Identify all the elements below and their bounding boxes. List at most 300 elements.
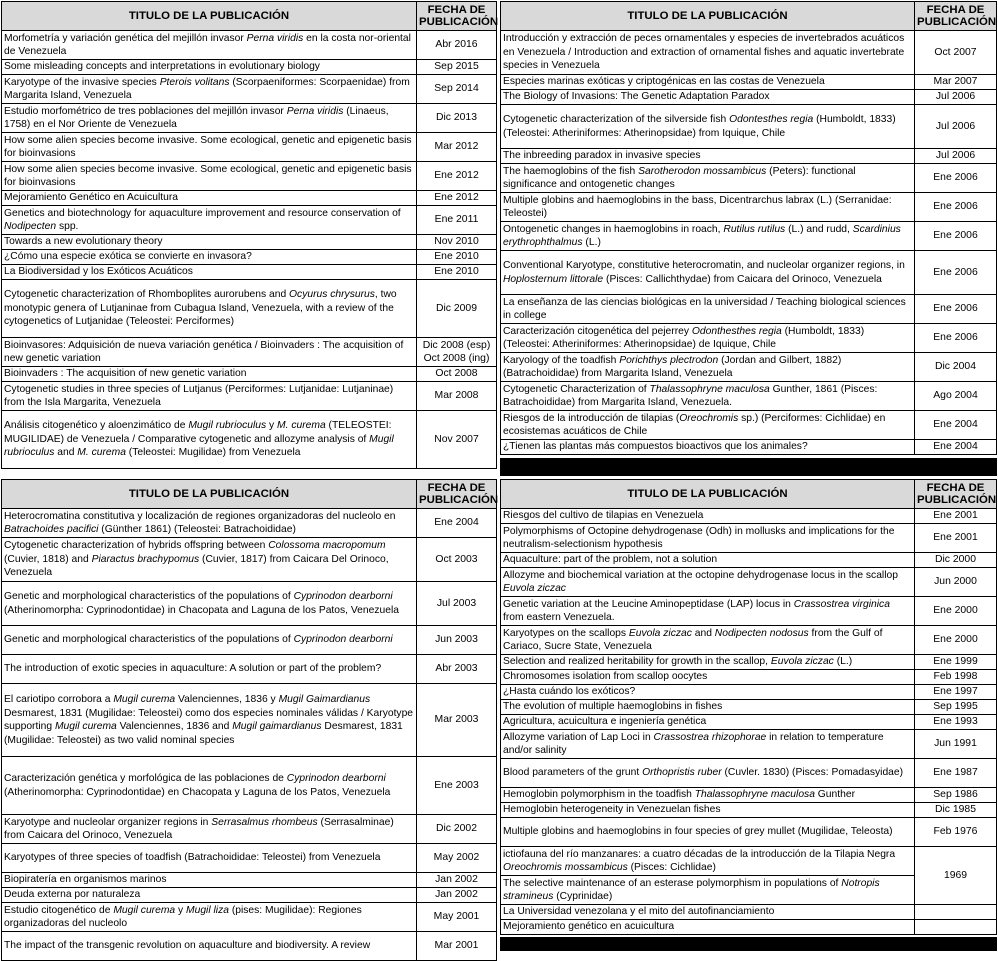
publications-panel-top-right bbox=[500, 1, 997, 455]
publication-title bbox=[2, 250, 417, 265]
species-name: Orthopristis ruber bbox=[642, 767, 722, 779]
publication-date: Ene 2012 bbox=[417, 162, 497, 191]
species-name: Nodipecten bbox=[4, 221, 57, 232]
species-name: Piaractus brachypomus bbox=[91, 553, 200, 565]
table-row bbox=[2, 382, 497, 411]
table-row bbox=[501, 847, 997, 876]
column-header-date: FECHA DE PUBLICACIÓN bbox=[915, 480, 997, 509]
title-text: (Atherinomorpha: Cyprinodontidae) in Chacopata and Laguna de los Patos, Venezuela bbox=[4, 604, 399, 616]
publication-date: Ene 2000 bbox=[915, 626, 997, 655]
title-text: Gunther, 1861 (Pisces: Batrachoididae) from Margarita Island, Venezuela. bbox=[503, 383, 878, 408]
title-text: ¿Hasta cuándo los exóticos? bbox=[503, 686, 636, 698]
title-text: in relation to temperature and/or salinity bbox=[503, 731, 884, 756]
publication-date: Mar 2007 bbox=[915, 75, 997, 90]
title-text: Allozyme and biochemical variation at the octopine dehydrogenase locus in the scallop bbox=[503, 569, 898, 581]
publications-panel-top-left bbox=[1, 1, 497, 469]
species-name: Porichthys plectrodon bbox=[619, 354, 719, 366]
table-row bbox=[2, 280, 497, 338]
column-header-title: TITULO DE LA PUBLICACIÓN bbox=[2, 2, 417, 31]
publication-title bbox=[2, 191, 417, 206]
title-text: Polymorphisms of Octopine dehydrogenase (Odh) in mollusks and implications for the neutralism-selectionism hypothesis bbox=[503, 525, 895, 550]
publication-date-line: Oct 2008 (ing) bbox=[423, 353, 490, 364]
species-name: Perna viridis bbox=[286, 105, 344, 117]
title-text: The haemoglobins of the fish bbox=[503, 165, 639, 177]
title-text: Introducción y extracción de peces ornamentales y especies de invertebrados acuáticos en Venezuela / Introduction and extraction of ornamental fishes and aquatic invertebrate species in Venezuela bbox=[503, 33, 905, 72]
table-row bbox=[2, 338, 497, 367]
publication-date: Ene 2006 bbox=[915, 295, 997, 324]
title-text: El cariotipo corrobora a bbox=[4, 694, 114, 705]
table-header-row bbox=[2, 480, 497, 509]
title-text: Agricultura, acuicultura e ingeniería genética bbox=[503, 716, 707, 728]
species-name: Nodipecten nodosus bbox=[714, 627, 809, 639]
title-text: (Humboldt, 1833) (Teleostei: Atheriniformes: Atherinopsidae) de Iquique, Chile bbox=[503, 325, 865, 350]
publication-date bbox=[417, 338, 497, 367]
species-name: Rutilus rutilus bbox=[723, 223, 786, 235]
species-name: Colossoma macropomum bbox=[268, 540, 386, 552]
publication-date: Ene 2006 bbox=[915, 324, 997, 353]
title-text: sp.) (Perciformes: Cichlidae) en ecosistemas acuáticos de Chile bbox=[503, 412, 886, 437]
table-row bbox=[2, 133, 497, 162]
table-row bbox=[501, 251, 997, 295]
publication-date: 1969 bbox=[915, 847, 997, 905]
table-row bbox=[2, 235, 497, 250]
publication-title bbox=[501, 382, 915, 411]
title-text: and bbox=[54, 447, 78, 459]
table-row bbox=[2, 104, 497, 133]
title-text: from eastern Venezuela. bbox=[503, 612, 615, 623]
title-text: The inbreeding paradox in invasive species bbox=[503, 150, 701, 162]
table-row bbox=[2, 411, 497, 469]
title-text: Selection and realized heritability for growth in the scallop, bbox=[503, 656, 771, 668]
title-text: (Humboldt, 1833) (Teleostei: Atheriniformes: Atherinopsidae) from Iquique, Chile bbox=[503, 114, 896, 139]
title-text: ¿Tienen las plantas más compuestos bioactivos que los animales? bbox=[503, 441, 808, 453]
publication-title bbox=[501, 149, 915, 164]
column-header-date: FECHA DE PUBLICACIÓN bbox=[915, 2, 997, 31]
publication-title bbox=[501, 670, 915, 685]
table-row bbox=[501, 759, 997, 788]
publication-title bbox=[2, 31, 417, 60]
publication-date: Oct 2008 bbox=[417, 367, 497, 382]
species-name: Thalassophryne maculosa bbox=[694, 789, 815, 801]
title-text: Gunther bbox=[814, 789, 856, 801]
publication-date: Feb 1976 bbox=[915, 818, 997, 847]
table-row bbox=[501, 509, 997, 524]
publication-title bbox=[501, 553, 915, 568]
species-name: Euvola ziczac bbox=[770, 656, 834, 668]
publication-title bbox=[501, 568, 915, 597]
species-name: Mugil gaimardianus bbox=[232, 721, 322, 732]
title-text: Riesgos del cultivo de tilapias en Venezuela bbox=[503, 510, 704, 522]
publication-title bbox=[501, 685, 915, 700]
publication-title bbox=[2, 280, 417, 338]
title-text: Towards a new evolutionary theory bbox=[4, 236, 163, 248]
publication-date: Jun 1991 bbox=[915, 730, 997, 759]
table-row bbox=[501, 149, 997, 164]
publication-title bbox=[2, 60, 417, 75]
table-row bbox=[501, 818, 997, 847]
table-row bbox=[2, 888, 497, 903]
species-name: Mugil Gaimardianus bbox=[278, 694, 371, 705]
title-text: Cytogenetic studies in three species of Lutjanus (Perciformes: Lutjanidae: Lutjaninae) from the Isla Margarita, Venezuela bbox=[4, 383, 394, 408]
title-text: and bbox=[691, 627, 715, 639]
publication-date: Nov 2010 bbox=[417, 235, 497, 250]
title-text: Karyotypes on the scallops bbox=[503, 627, 629, 639]
title-text: La Biodiversidad y los Exóticos Acuáticos bbox=[4, 266, 193, 278]
table-row bbox=[2, 206, 497, 235]
publication-title bbox=[501, 655, 915, 670]
table-row bbox=[2, 655, 497, 684]
publication-title bbox=[501, 730, 915, 759]
table-row bbox=[2, 815, 497, 844]
title-text: La Universidad venezolana y el mito del autofinanciamiento bbox=[503, 906, 775, 918]
title-text: Heterocromatina constitutiva y localización de regiones organizadoras del nucleolo en bbox=[4, 510, 396, 522]
publications-table bbox=[1, 1, 497, 469]
species-name: Oreochromis mossambicus bbox=[503, 862, 628, 873]
title-text: Genetic and morphological characteristics of the populations of bbox=[4, 591, 294, 602]
publication-date: Ene 1999 bbox=[915, 655, 997, 670]
title-text: (Jordan and Gilbert, 1882) (Batrachoididae) from Margarita Island, Venezuela bbox=[503, 354, 842, 379]
table-row bbox=[501, 905, 997, 920]
table-row bbox=[501, 193, 997, 222]
table-row bbox=[501, 353, 997, 382]
table-row bbox=[2, 75, 497, 104]
title-text: Cytogenetic Characterization of bbox=[503, 383, 650, 395]
title-text: Especies marinas exóticas y criptogénicas en las costas de Venezuela bbox=[503, 76, 825, 88]
publication-date: Dic 2009 bbox=[417, 280, 497, 338]
title-text: Biopiratería en organismos marinos bbox=[4, 874, 167, 886]
title-text: Karyotypes of three species of toadfish (Batrachoididae: Teleostei) from Venezuela bbox=[4, 852, 381, 864]
title-text: Mejoramiento Genético en Acuicultura bbox=[4, 192, 178, 204]
table-row bbox=[2, 162, 497, 191]
table-row bbox=[501, 90, 997, 105]
table-row bbox=[2, 684, 497, 757]
title-text: The introduction of exotic species in aquaculture: A solution or part of the problem? bbox=[4, 663, 382, 675]
publication-date: Ene 2004 bbox=[915, 411, 997, 440]
title-text: Cytogenetic characterization of the silverside fish bbox=[503, 114, 730, 125]
table-row bbox=[501, 803, 997, 818]
table-row bbox=[501, 700, 997, 715]
publication-date: Ene 1997 bbox=[915, 685, 997, 700]
publication-date-line: Dic 2008 (esp) bbox=[422, 339, 491, 351]
publication-date: Ene 2006 bbox=[915, 222, 997, 251]
publication-title bbox=[501, 509, 915, 524]
title-text: Desmarest, 1831 (Mugilidae: Teleostei) como dos especies nominales válidas / Karyotype supporting bbox=[4, 707, 414, 732]
title-text: (Peters): functional significance and ontogenetic changes bbox=[503, 165, 856, 190]
table-row bbox=[501, 382, 997, 411]
title-text: Multiple globins and haemoglobins in four species of grey mullet (Mugilidae, Teleosta) bbox=[503, 826, 893, 838]
species-name: Batrachoides pacifici bbox=[4, 524, 99, 535]
publication-date: Jul 2006 bbox=[915, 149, 997, 164]
table-row bbox=[501, 715, 997, 730]
title-text: How some alien species become invasive. Some ecological, genetic and epigenetic basis for bioinvasions bbox=[4, 134, 412, 159]
publications-panel-bottom-left bbox=[1, 479, 497, 961]
publication-title bbox=[2, 133, 417, 162]
publication-date: Ene 2001 bbox=[915, 524, 997, 553]
publication-title bbox=[2, 684, 417, 757]
species-name: Crassostrea virginica bbox=[793, 598, 890, 610]
publication-date: Dic 2013 bbox=[417, 104, 497, 133]
publication-date: Sep 2014 bbox=[417, 75, 497, 104]
title-text: (Pisces: Callichthydae) from Caicara del Orinoco, Venezuela bbox=[603, 273, 882, 285]
table-row bbox=[501, 685, 997, 700]
title-text: Allozyme variation of Lap Loci in bbox=[503, 731, 654, 743]
publication-title bbox=[2, 509, 417, 538]
species-name: Mugil rubrioculus bbox=[188, 420, 267, 432]
publication-title bbox=[501, 524, 915, 553]
table-row bbox=[2, 250, 497, 265]
table-row bbox=[501, 597, 997, 626]
species-name: Ocyurus chrysurus bbox=[289, 289, 375, 301]
publication-date bbox=[915, 905, 997, 920]
table-row bbox=[2, 367, 497, 382]
table-row bbox=[2, 903, 497, 932]
publication-date bbox=[915, 920, 997, 935]
title-text: Hemoglobin polymorphism in the toadfish bbox=[503, 789, 695, 801]
species-name: Mugil rubrioculus bbox=[4, 433, 394, 459]
title-text: Multiple globins and haemoglobins in the bass, Dicentrarchus labrax (L.) (Serranidae: Teleostei) bbox=[503, 194, 892, 219]
title-text: (L.) bbox=[833, 656, 853, 668]
publication-date: Ene 1987 bbox=[915, 759, 997, 788]
species-name: Scardinius erythrophthalmus bbox=[503, 223, 901, 248]
publication-date: Abr 2016 bbox=[417, 31, 497, 60]
publication-title bbox=[501, 295, 915, 324]
publication-date: Ene 2012 bbox=[417, 191, 497, 206]
table-row bbox=[501, 324, 997, 353]
publication-date: Dic 2004 bbox=[915, 353, 997, 382]
publication-title bbox=[501, 876, 915, 905]
table-row bbox=[2, 509, 497, 538]
publication-date: Ago 2004 bbox=[915, 382, 997, 411]
publication-title bbox=[501, 75, 915, 90]
table-row bbox=[501, 105, 997, 149]
species-name: Mugil curema bbox=[113, 694, 176, 705]
species-name: Cyprinodon dearborni bbox=[286, 773, 386, 784]
species-name: Euvola ziczac bbox=[628, 627, 692, 639]
publication-date: Jun 2000 bbox=[915, 568, 997, 597]
species-name: Pterois volitans bbox=[159, 76, 230, 88]
publication-title bbox=[2, 338, 417, 367]
publication-date: Mar 2012 bbox=[417, 133, 497, 162]
table-row bbox=[501, 553, 997, 568]
table-row bbox=[2, 932, 497, 961]
title-text: Caracterización genética y morfológica de las poblaciones de bbox=[4, 773, 287, 784]
title-text: Genetics and biotechnology for aquaculture improvement and resource conservation of bbox=[4, 207, 401, 219]
title-text: Estudio morfométrico de tres poblaciones del mejillón invasor bbox=[4, 105, 287, 117]
title-text: Aquaculture: part of the problem, not a solution bbox=[503, 554, 718, 566]
publication-date: Feb 1998 bbox=[915, 670, 997, 685]
title-text: y bbox=[266, 420, 278, 432]
column-header-date: FECHA DE PUBLICACIÓN bbox=[417, 2, 497, 31]
publication-title bbox=[2, 235, 417, 250]
publication-date: Ene 2006 bbox=[915, 164, 997, 193]
publication-title bbox=[2, 162, 417, 191]
publication-title bbox=[501, 193, 915, 222]
publication-date: Ene 2004 bbox=[417, 509, 497, 538]
title-text: ictiofauna del río manzanares: a cuatro décadas de la introducción de la Tilapia Negra bbox=[503, 848, 896, 860]
table-row bbox=[501, 670, 997, 685]
table-row bbox=[501, 295, 997, 324]
table-row bbox=[501, 920, 997, 935]
publication-title bbox=[2, 844, 417, 873]
publication-date: May 2001 bbox=[417, 903, 497, 932]
title-text: y bbox=[175, 904, 187, 916]
publication-date: Sep 1986 bbox=[915, 788, 997, 803]
table-row bbox=[501, 75, 997, 90]
title-text: Bioinvasores: Adquisición de nueva variación genética / Bioinvaders : The acquisition of new genetic variation bbox=[4, 339, 404, 364]
publication-title bbox=[501, 31, 915, 75]
table-header-row bbox=[501, 2, 997, 31]
title-text: (Teleostei: Mugilidae) from Venezuela bbox=[125, 447, 301, 459]
title-text: Genetic variation at the Leucine Aminopeptidase (LAP) locus in bbox=[503, 598, 794, 610]
title-text: The evolution of multiple haemoglobins in fishes bbox=[503, 701, 723, 713]
publications-table bbox=[500, 1, 997, 455]
table-row bbox=[2, 757, 497, 815]
table-row bbox=[2, 31, 497, 60]
title-text: Estudio citogenético de bbox=[4, 904, 114, 916]
table-row bbox=[2, 191, 497, 206]
publication-title bbox=[2, 626, 417, 655]
publication-title bbox=[501, 353, 915, 382]
title-text: (Serrasalminae) from Caicara del Orinoco, Venezuela bbox=[4, 816, 394, 841]
publication-date: Ene 2003 bbox=[417, 757, 497, 815]
publication-title bbox=[2, 411, 417, 469]
publications-table bbox=[500, 479, 997, 935]
publication-date: Dic 2002 bbox=[417, 815, 497, 844]
title-text: ¿Cómo una especie exótica se convierte en invasora? bbox=[4, 251, 252, 263]
species-name: Hoplosternum littorale bbox=[503, 273, 604, 285]
title-text: Caracterización citogenética del pejerrey bbox=[503, 325, 692, 337]
column-header-title: TITULO DE LA PUBLICACIÓN bbox=[501, 480, 915, 509]
publication-title bbox=[501, 90, 915, 105]
publication-date: Oct 2007 bbox=[915, 31, 997, 75]
publication-title bbox=[2, 888, 417, 903]
species-name: Oreochromis bbox=[679, 412, 739, 424]
title-text: (Pisces: Cichlidae) bbox=[627, 862, 716, 873]
title-text: (L.) bbox=[582, 237, 601, 248]
publication-title bbox=[501, 440, 915, 455]
table-header-row bbox=[2, 2, 497, 31]
table-row bbox=[2, 60, 497, 75]
title-text: (L.) and rudd, bbox=[785, 223, 853, 235]
publication-title bbox=[501, 324, 915, 353]
publication-title bbox=[2, 655, 417, 684]
publication-title bbox=[2, 75, 417, 104]
table-row bbox=[2, 873, 497, 888]
title-text: from the Gulf of Cariaco, Sucre State, Venezuela bbox=[503, 627, 883, 652]
table-row bbox=[501, 440, 997, 455]
publication-date: Sep 1995 bbox=[915, 700, 997, 715]
publication-date: Ene 2000 bbox=[915, 597, 997, 626]
publication-title bbox=[501, 105, 915, 149]
table-row bbox=[501, 411, 997, 440]
publication-title bbox=[2, 873, 417, 888]
title-text: (Linaeus, 1758) en el Nor Oriente de Venezuela bbox=[4, 105, 389, 130]
title-text: en la costa nor-oriental de Venezuela bbox=[4, 32, 411, 57]
species-name: Cyprinodon dearborni bbox=[293, 634, 393, 646]
title-text: (Scorpaeniformes: Scorpaenidae) from Margarita Island, Venezuela bbox=[4, 76, 410, 101]
publication-title bbox=[2, 104, 417, 133]
title-text: (Cyprinidae) bbox=[553, 891, 613, 902]
table-row bbox=[501, 655, 997, 670]
publication-date: Sep 2015 bbox=[417, 60, 497, 75]
publication-date: Mar 2001 bbox=[417, 932, 497, 961]
species-name: Euvola ziczac bbox=[503, 583, 566, 594]
table-row bbox=[501, 524, 997, 553]
publication-date: Mar 2008 bbox=[417, 382, 497, 411]
species-name: Notropis stramineus bbox=[503, 877, 880, 902]
title-text: The impact of the transgenic revolution on aquaculture and biodiversity. A review bbox=[4, 940, 371, 952]
title-text: Cytogenetic characterization of hybrids offspring between bbox=[4, 540, 269, 552]
publication-date: Jul 2006 bbox=[915, 105, 997, 149]
title-text: (Cuvier, 1818) and bbox=[4, 553, 92, 565]
title-text: Deuda externa por naturaleza bbox=[4, 889, 141, 901]
publication-title bbox=[501, 920, 915, 935]
title-text: Análisis citogenético y aloenzimático de bbox=[4, 420, 189, 432]
title-text: (Cuvier, 1817) from Caicara Del Orinoco, Venezuela bbox=[4, 553, 389, 579]
title-text: Mejoramiento genético en acuicultura bbox=[503, 921, 675, 933]
publication-title bbox=[2, 382, 417, 411]
publication-title bbox=[2, 582, 417, 626]
publication-date: Ene 2001 bbox=[915, 509, 997, 524]
publication-date: Dic 2000 bbox=[915, 553, 997, 568]
publication-title bbox=[501, 803, 915, 818]
title-text: Desmarest, 1831 (Mugilidae: Teleostei) as two valid nominal species bbox=[4, 721, 403, 746]
species-name: Perna viridis bbox=[246, 32, 304, 44]
publication-title bbox=[501, 818, 915, 847]
publication-title bbox=[2, 367, 417, 382]
publications-table bbox=[1, 479, 497, 961]
publication-title bbox=[501, 759, 915, 788]
title-text: Valenciennes, 1836 and bbox=[116, 721, 233, 732]
title-text: Conventional Karyotype, constitutive heterocromatin, and nucleolar organizer regions, in bbox=[503, 260, 905, 271]
publication-title bbox=[2, 538, 417, 582]
title-text: spp. bbox=[56, 221, 79, 232]
black-separator-bar bbox=[500, 937, 997, 951]
species-name: M. curema bbox=[77, 447, 126, 459]
publication-date: Jun 2003 bbox=[417, 626, 497, 655]
publication-date: Oct 2003 bbox=[417, 538, 497, 582]
publication-title bbox=[2, 903, 417, 932]
table-row bbox=[2, 265, 497, 280]
title-text: Chromosomes isolation from scallop oocytes bbox=[503, 671, 708, 683]
publication-date: Nov 2007 bbox=[417, 411, 497, 469]
black-separator-bar bbox=[500, 458, 997, 476]
title-text: (pises: Mugilidae): Regiones organizadoras del nucleolo bbox=[4, 904, 362, 929]
publication-date: Ene 2004 bbox=[915, 440, 997, 455]
species-name: Serrasalmus rhombeus bbox=[211, 816, 318, 828]
title-text: The selective maintenance of an esterase polymorphism in populations of bbox=[503, 877, 842, 889]
table-row bbox=[501, 31, 997, 75]
table-header-row bbox=[501, 480, 997, 509]
title-text: Some misleading concepts and interpretations in evolutionary biology bbox=[4, 61, 320, 73]
column-header-title: TITULO DE LA PUBLICACIÓN bbox=[501, 2, 915, 31]
publication-title bbox=[501, 222, 915, 251]
species-name: Thalassophryne maculosa bbox=[649, 383, 770, 395]
table-row bbox=[501, 568, 997, 597]
title-text: (TELEOSTEI: MUGILIDAE) de Venezuela / Comparative cytogenetic and allozyme analysis of bbox=[4, 420, 392, 445]
column-header-date: FECHA DE PUBLICACIÓN bbox=[417, 480, 497, 509]
title-text: Genetic and morphological characteristics of the populations of bbox=[4, 634, 294, 646]
species-name: Odonthesthes regia bbox=[691, 325, 782, 337]
species-name: Sarotherodon mossambicus bbox=[638, 165, 767, 177]
title-text: Valenciennes, 1836 y bbox=[175, 694, 279, 705]
column-header-title: TITULO DE LA PUBLICACIÓN bbox=[2, 480, 417, 509]
publication-title bbox=[501, 411, 915, 440]
title-text: Karyology of the toadfish bbox=[503, 354, 620, 366]
table-row bbox=[2, 626, 497, 655]
publication-title bbox=[2, 815, 417, 844]
title-text: Morfometría y variación genética del mejillón invasor bbox=[4, 32, 247, 44]
